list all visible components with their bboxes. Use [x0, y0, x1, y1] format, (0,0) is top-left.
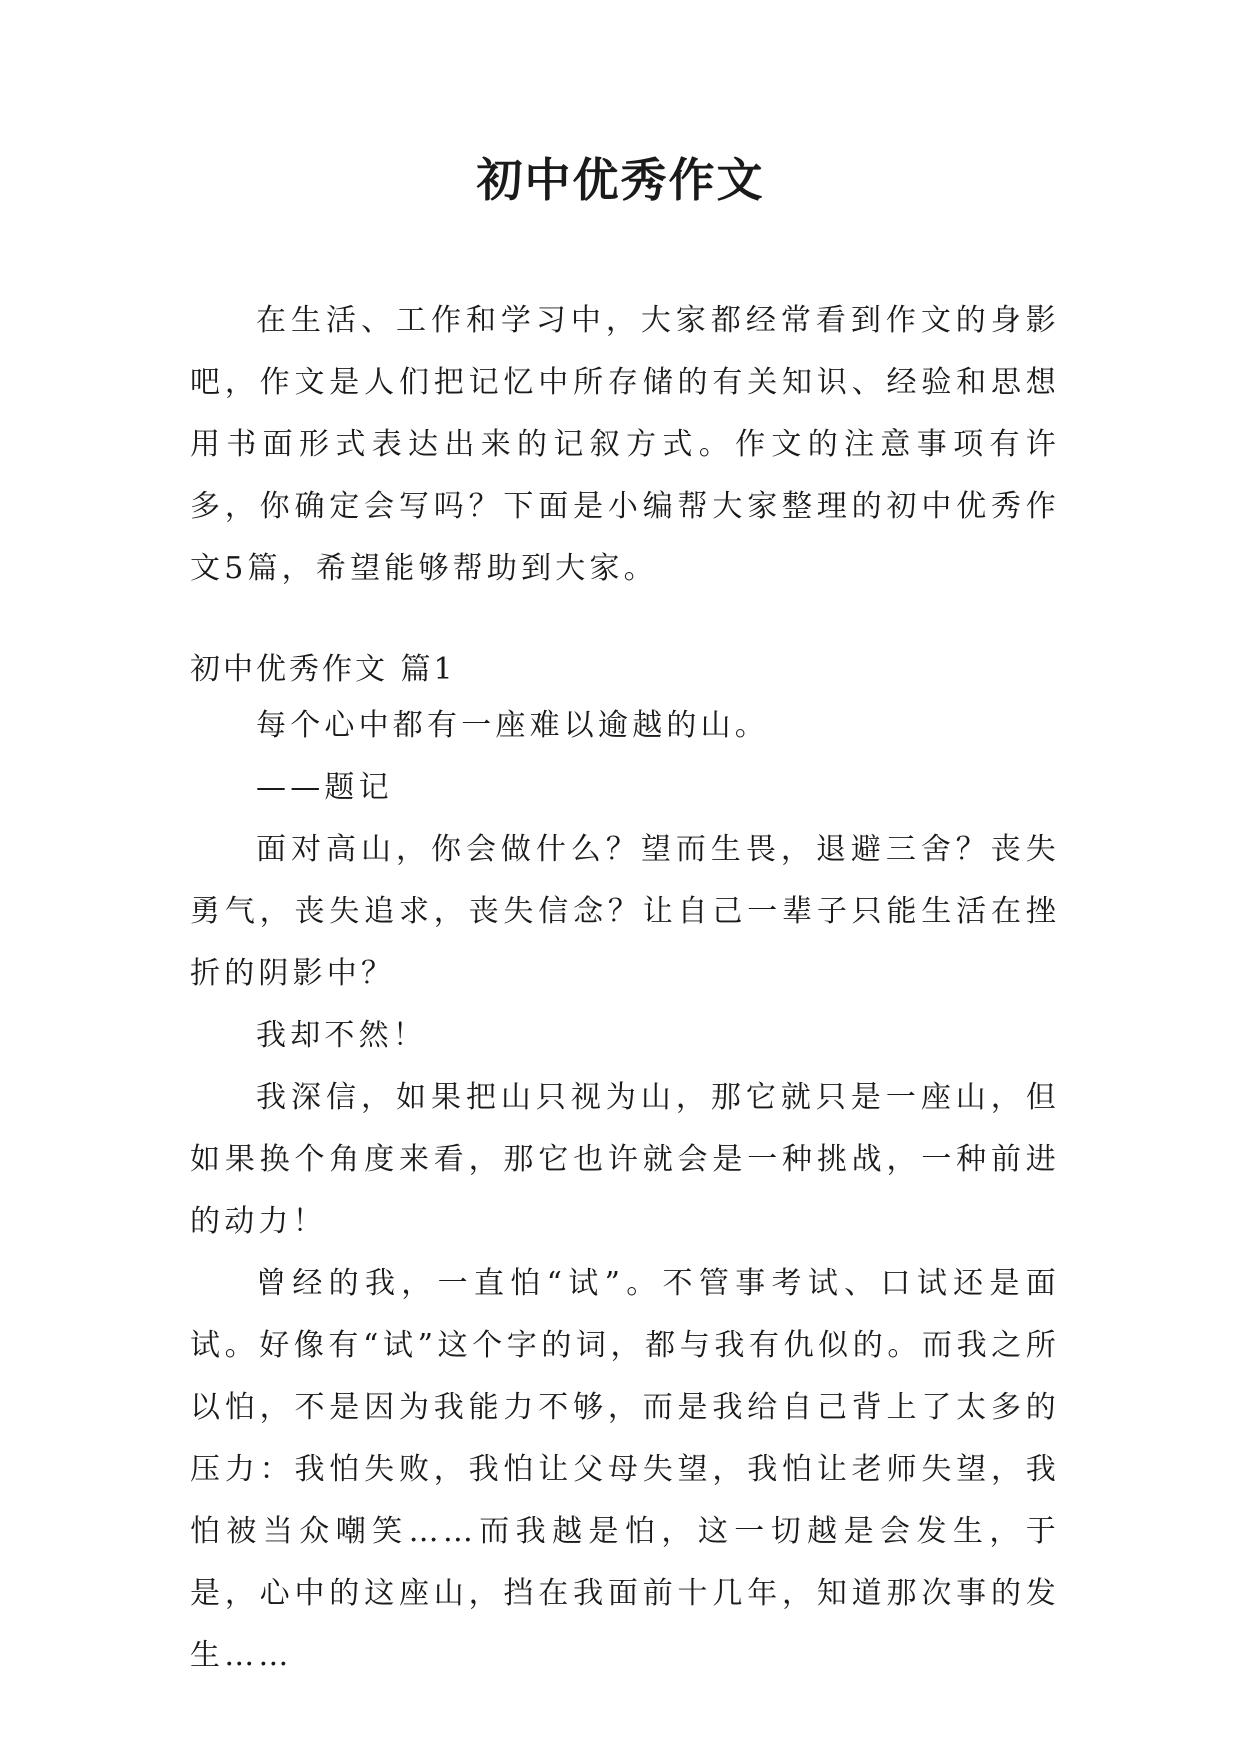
- essay-paragraph: 每个心中都有一座难以逾越的山。: [256, 708, 769, 743]
- section-heading: 初中优秀作文 篇1: [190, 652, 456, 687]
- essay-paragraph: 面对高山，你会做什么？望而生畏，退避三舍？丧失勇气，丧失追求，丧失信念？让自己一辈子只能生活在挫折的阴影中？: [190, 832, 1060, 991]
- intro-paragraph: 在生活、工作和学习中，大家都经常看到作文的身影吧，作文是人们把记忆中所存储的有关知识、经验和思想用书面形式表达出来的记叙方式。作文的注意事项有许多，你确定会写吗？下面是小编帮大家整理的初中优秀作文5篇，希望能够帮助到大家。: [190, 303, 1060, 586]
- document-title: 初中优秀作文: [476, 153, 765, 207]
- essay-paragraph: 我深信，如果把山只视为山，那它就只是一座山，但如果换个角度来看，那它也许就会是一种挑战，一种前进的动力！: [190, 1080, 1060, 1239]
- essay-body: [190, 695, 1060, 1687]
- essay-paragraph: ——题记: [256, 770, 393, 805]
- essay-paragraph: 我却不然！: [256, 1018, 427, 1053]
- essay-paragraph: 曾经的我，一直怕“试”。不管事考试、口试还是面试。好像有“试”这个字的词，都与我有仇似的。而我之所以怕，不是因为我能力不够，而是我给自己背上了太多的压力：我怕失败，我怕让父母失望，我怕让老师失望，我怕被当众嘲笑……而我越是怕，这一切越是会发生，于是，心中的这座山，挡在我面前十几年，知道那次事的发生……: [190, 1266, 1060, 1673]
